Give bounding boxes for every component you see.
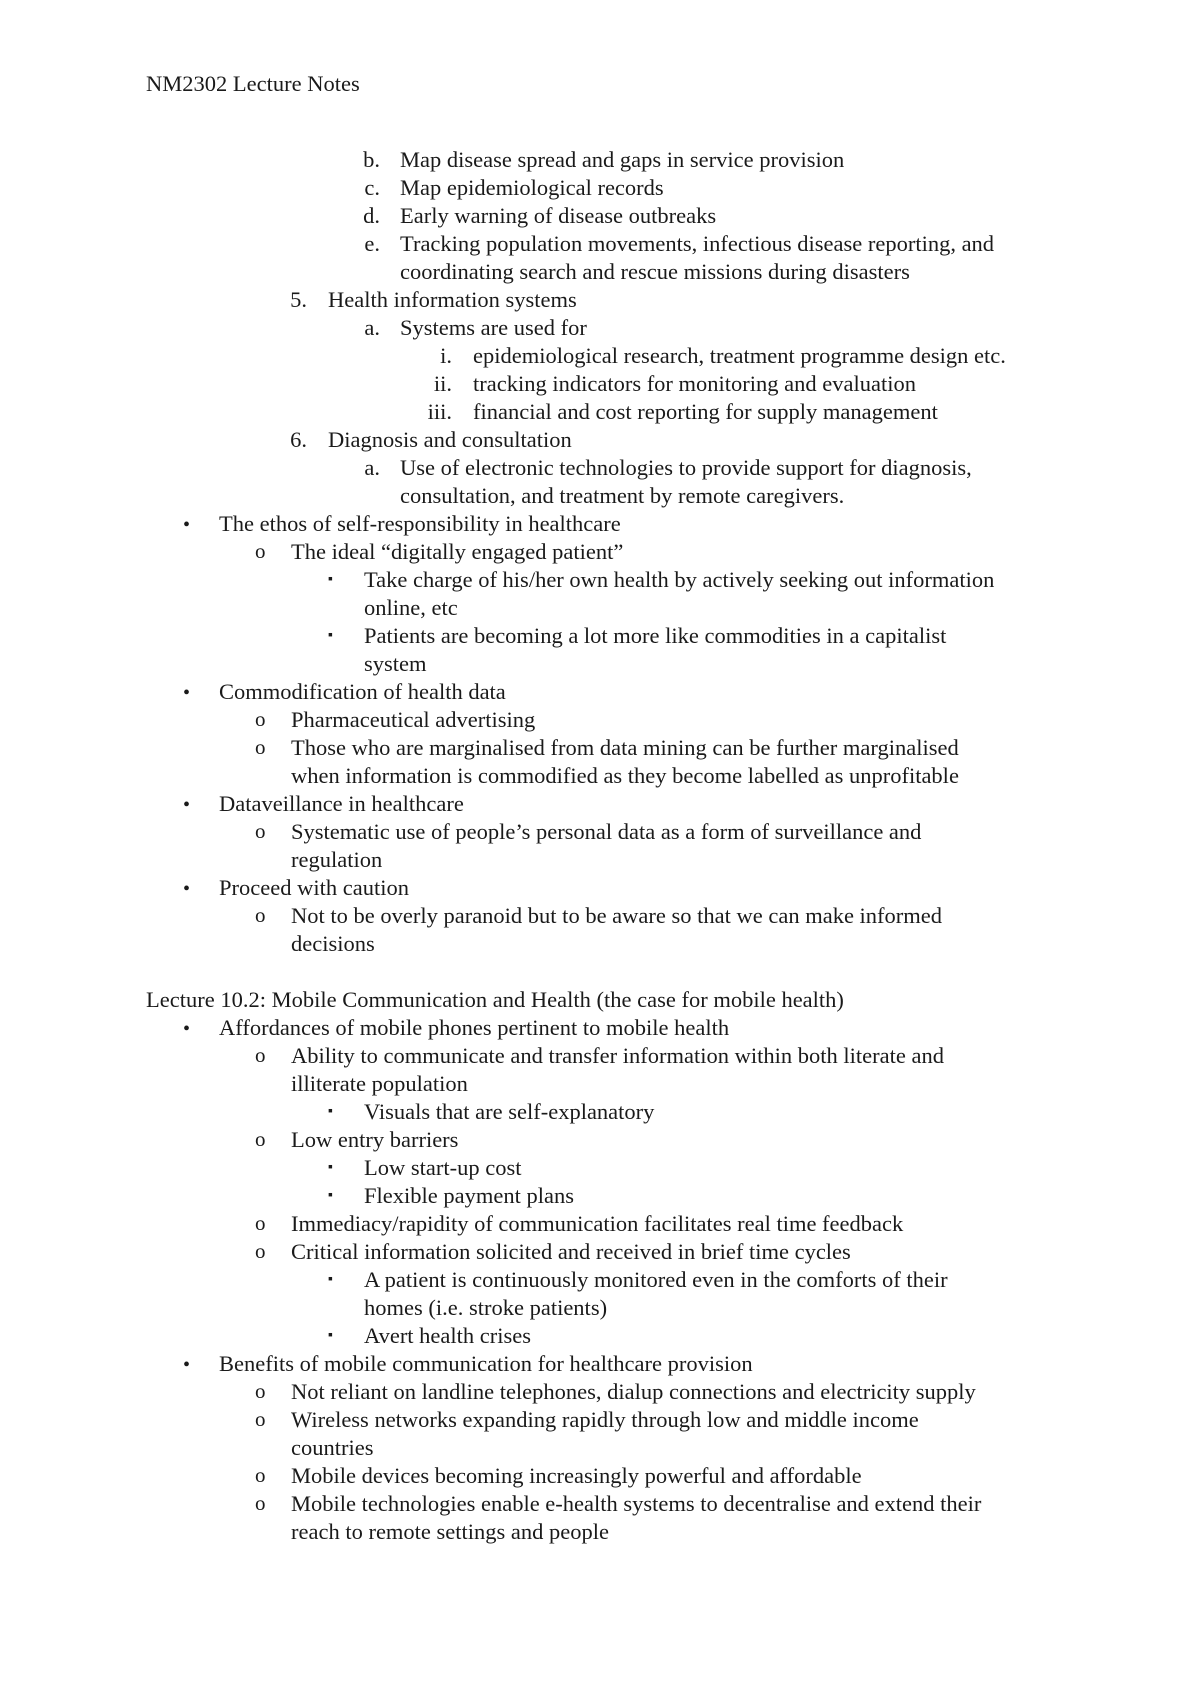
- circle-marker: o: [255, 1127, 266, 1151]
- list-item-text: financial and cost reporting for supply management: [473, 399, 938, 424]
- bullet-text: online, etc: [364, 595, 458, 620]
- list-item-text: tracking indicators for monitoring and evaluation: [473, 371, 917, 396]
- list-marker: ii.: [433, 371, 452, 396]
- bullet-text: homes (i.e. stroke patients): [364, 1295, 608, 1320]
- bullet-text: Those who are marginalised from data mining can be further marginalised: [291, 735, 959, 760]
- bullet-text: The ideal “digitally engaged patient”: [291, 539, 624, 564]
- bullet-text: Avert health crises: [364, 1323, 532, 1348]
- list-item-text: epidemiological research, treatment programme design etc.: [473, 343, 1006, 368]
- bullet-marker: •: [183, 1354, 191, 1376]
- square-marker: ▪: [328, 1104, 333, 1119]
- bullet-text: Wireless networks expanding rapidly through low and middle income: [291, 1407, 919, 1432]
- bullet-text: Ability to communicate and transfer information within both literate and: [291, 1043, 944, 1068]
- list-marker: b.: [363, 147, 380, 172]
- square-marker: ▪: [328, 572, 333, 587]
- square-marker: ▪: [328, 1188, 333, 1203]
- bullet-text: Flexible payment plans: [364, 1183, 574, 1208]
- bullet-text: Not reliant on landline telephones, dialup connections and electricity supply: [291, 1379, 976, 1404]
- bullet-text: system: [364, 651, 427, 676]
- list-marker: i.: [440, 343, 452, 368]
- circle-marker: o: [255, 1491, 266, 1515]
- list-marker: e.: [364, 231, 380, 256]
- list-item-text: consultation, and treatment by remote caregivers.: [400, 483, 845, 508]
- bullet-text: Take charge of his/her own health by actively seeking out information: [364, 567, 995, 592]
- square-marker: ▪: [328, 628, 333, 643]
- list-marker: d.: [363, 203, 380, 228]
- circle-marker: o: [255, 1407, 266, 1431]
- list-marker: c.: [364, 175, 380, 200]
- bullet-text: Low start-up cost: [364, 1155, 522, 1180]
- list-item-text: Diagnosis and consultation: [328, 427, 572, 452]
- square-marker: ▪: [328, 1272, 333, 1287]
- bullet-text: when information is commodified as they become labelled as unprofitable: [291, 763, 959, 788]
- bullet-text: Affordances of mobile phones pertinent to mobile health: [219, 1015, 730, 1040]
- circle-marker: o: [255, 1463, 266, 1487]
- list-item-text: Map disease spread and gaps in service provision: [400, 147, 845, 172]
- bullet-marker: •: [183, 794, 191, 816]
- bullet-text: Benefits of mobile communication for healthcare provision: [219, 1351, 753, 1376]
- circle-marker: o: [255, 1239, 266, 1263]
- section-heading: Lecture 10.2: Mobile Communication and Health (the case for mobile health): [146, 987, 844, 1012]
- square-marker: ▪: [328, 1328, 333, 1343]
- square-marker: ▪: [328, 1160, 333, 1175]
- bullet-text: Immediacy/rapidity of communication facilitates real time feedback: [291, 1211, 904, 1236]
- circle-marker: o: [255, 539, 266, 563]
- bullet-text: Low entry barriers: [291, 1127, 459, 1152]
- bullet-text: Systematic use of people’s personal data as a form of surveillance and: [291, 819, 922, 844]
- list-item-text: Tracking population movements, infectious disease reporting, and: [400, 231, 995, 256]
- bullet-marker: •: [183, 514, 191, 536]
- bullet-text: A patient is continuously monitored even in the comforts of their: [364, 1267, 948, 1292]
- list-marker: a.: [364, 455, 380, 480]
- page-header: NM2302 Lecture Notes: [146, 71, 360, 96]
- circle-marker: o: [255, 1379, 266, 1403]
- list-item-text: coordinating search and rescue missions during disasters: [400, 259, 910, 284]
- list-marker: iii.: [427, 399, 452, 424]
- bullet-text: decisions: [291, 931, 375, 956]
- list-marker: 6.: [290, 427, 307, 452]
- circle-marker: o: [255, 1043, 266, 1067]
- circle-marker: o: [255, 819, 266, 843]
- list-item-text: Map epidemiological records: [400, 175, 664, 200]
- list-item-text: Health information systems: [328, 287, 577, 312]
- bullet-text: Proceed with caution: [219, 875, 409, 900]
- bullet-text: Visuals that are self-explanatory: [364, 1099, 655, 1124]
- bullet-text: reach to remote settings and people: [291, 1519, 610, 1544]
- circle-marker: o: [255, 903, 266, 927]
- circle-marker: o: [255, 735, 266, 759]
- list-item-text: Early warning of disease outbreaks: [400, 203, 717, 228]
- bullet-marker: •: [183, 1018, 191, 1040]
- bullet-text: Mobile devices becoming increasingly powerful and affordable: [291, 1463, 862, 1488]
- list-marker: 5.: [290, 287, 307, 312]
- circle-marker: o: [255, 1211, 266, 1235]
- bullet-text: Critical information solicited and received in brief time cycles: [291, 1239, 851, 1264]
- list-item-text: Use of electronic technologies to provide support for diagnosis,: [400, 455, 972, 480]
- bullet-text: Commodification of health data: [219, 679, 506, 704]
- circle-marker: o: [255, 707, 266, 731]
- list-item-text: Systems are used for: [400, 315, 587, 340]
- bullet-text: Patients are becoming a lot more like commodities in a capitalist: [364, 623, 947, 648]
- bullet-text: The ethos of self-responsibility in healthcare: [219, 511, 621, 536]
- bullet-text: countries: [291, 1435, 374, 1460]
- bullet-text: Not to be overly paranoid but to be aware so that we can make informed: [291, 903, 943, 928]
- bullet-text: Dataveillance in healthcare: [219, 791, 464, 816]
- bullet-text: regulation: [291, 847, 383, 872]
- bullet-text: Mobile technologies enable e-health systems to decentralise and extend their: [291, 1491, 982, 1516]
- bullet-text: Pharmaceutical advertising: [291, 707, 536, 732]
- bullet-marker: •: [183, 682, 191, 704]
- list-marker: a.: [364, 315, 380, 340]
- bullet-marker: •: [183, 878, 191, 900]
- bullet-text: illiterate population: [291, 1071, 468, 1096]
